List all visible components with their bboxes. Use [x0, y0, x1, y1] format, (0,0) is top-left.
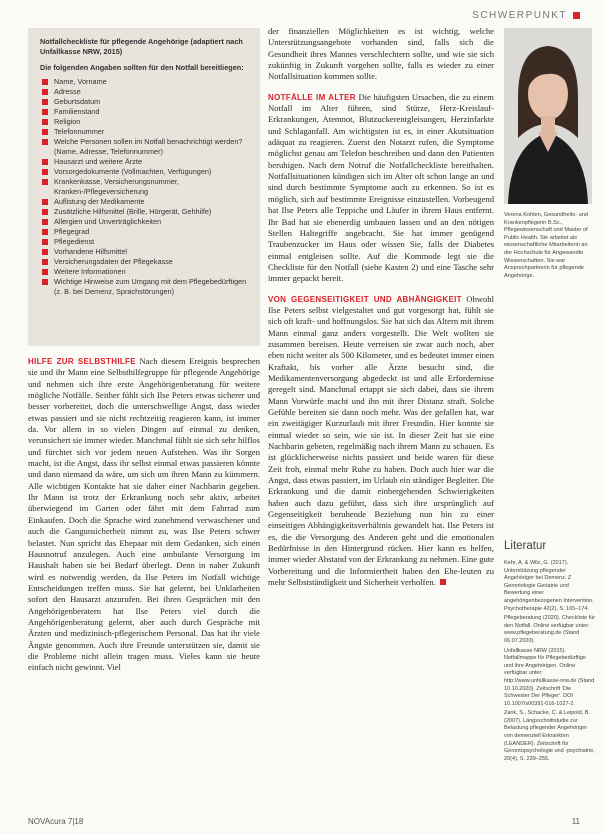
portrait-image — [504, 28, 592, 204]
checklist-item: Pflegedienst — [40, 237, 251, 247]
checklist-item: Allergien und Unverträglichkeiten — [40, 217, 251, 227]
checklist-item: Vorsorgedokumente (Vollmachten, Verfügungen) — [40, 167, 251, 177]
section-header — [472, 10, 580, 21]
literature-list — [504, 560, 596, 765]
left-column-text — [28, 356, 260, 674]
heading-selbsthilfe: HILFE ZUR SELBSTHILFE — [28, 357, 136, 366]
page-footer — [28, 817, 580, 826]
checklist-item: Vorhandene Hilfsmittel — [40, 247, 251, 257]
checklist-item: Versicherungsdaten der Pflegekasse — [40, 257, 251, 267]
checklist-list — [40, 77, 251, 297]
checklist-item: Hausarzt und weitere Ärzte — [40, 157, 251, 167]
checklist-item: Weitere Informationen — [40, 267, 251, 277]
checklist-item: Welche Personen sollen im Notfall benachrichtigt werden? (Name, Adresse, Telefonnummer) — [40, 137, 251, 157]
red-square-icon — [573, 12, 580, 19]
heading-gegenseitigkeit: VON GEGENSEITIGKEIT UND ABHÄNGIGKEIT — [268, 294, 462, 304]
checklist-item: Wichtige Hinweise zum Umgang mit dem Pflegebedürftigen (z. B. bei Demenz, Sprachstörungen) — [40, 277, 251, 297]
literature-entry: Pflegeberatung (2020). Checkliste für den Notfall. Online verfügbar unter: www.pflegeberatung.de (Stand 06.07.2020). — [504, 615, 596, 644]
checklist-box — [28, 28, 260, 346]
section-label: SCHWERPUNKT — [472, 10, 567, 21]
checklist-item: Pflegegrad — [40, 227, 251, 237]
checklist-item: Adresse — [40, 87, 251, 97]
literature-entry: Zank, S., Schacke, C. & Leipold, B. (2007). Längsschnittstudie zur Belastung pflegender Angehöriger von demenziell Erkrankten (LEANDER). Zeitschrift für Gerontopsychologie und -psychiatrie, 20(4), S. 239–255. — [504, 710, 595, 762]
literature-entry: Kehr, A. & Wilz, G. (2017). Unterstützung pflegender Angehöriger bei Demenz. Z Gerontologie Geriatrie und Bewertung einer angehörigenbezogenen Intervention. Psychotherapie 42(2), S. 165–174. — [504, 560, 594, 612]
footer-publication: NOVAcura 7|18 — [28, 817, 84, 826]
paragraph-intro: der finanziellen Möglichkeiten es ist wichtig, welche Unterstützungsangebote vorhanden sind, falls sich die Gesundheit ihres Mannes verschlechtern sollte, und wie sie sich zukünftig in Zukunft vorgehen sollte, falls es wieder zu einer Notfallsituation kommen sollte. — [268, 26, 494, 82]
checklist-item: Name, Vorname — [40, 77, 251, 87]
checklist-item: Krankenkasse, Versicherungsnummer, Kranken-/Pflegeversicherung — [40, 177, 251, 197]
checklist-title: Notfallcheckliste für pflegende Angehörige (adaptiert nach Unfallkasse NRW, 2015) — [40, 37, 243, 56]
paragraph-selbsthilfe: Nach diesem Ereignis besprechen sie und ihr Mann eine Selbsthilfegruppe für pflegende Angehörige und nehmen sich ihre erste Angehörigenberatung für weitere mögliche Notfälle. Seither fühlt sich Ilse Peters etwas sicherer und besser vorbereitet, doch die unterschwellige Angst, dass wieder etwas passiert und sie nicht rechtzeitig reagieren kann, ist immer da. Vor allem in so vielen Dingen auf einmal zu denken, verunsichert sie immer wieder. Manchmal fühlt sie sich sehr hilflos und fürchtet sich vor jedem neuen Aufstehen. Was ihr Sorgen macht, ist die Angst, dass ihr selbst einmal etwas passieren könnte und dann niemand da wäre, um sich um ihren Mann zu kümmern. Alle wichtigen Kontakte hat sie daher einer Nachbarin gegeben. Ihr Mann ist trotz der Erkrankung noch sehr aktiv, arbeitet überwiegend im Garten oder fährt mit dem Fahrrad zum Einkaufen. Doch die Sprache wird zunehmend verwaschener und auch die Gangunsicherheit nimmt zu, was Ilse Peters schwer belastet. Nun spricht das Ehepaar mit dem Gedanken, sich einen Hausnotruf anzulegen. Auch eine ambulante Versorgung im Haushalt haben sie bei Bedarf überlegt. Denn in naher Zukunft wird es notwendig werden, da Ilse Peters im Notfall wichtige Entscheidungen treffen muss. Sie hat gelernt, bei Unklarheiten sofort den Hausarzt anzurufen. Bei ihren Gesprächen mit den Angehörigenberatern hat Ilse Peters viel durch die Angehörigenberatung gelernt, aber auch durch Gespräche mit Ärzten und medizinisch-pflegerischem Personal. Das hat ihr viele Ängste genommen. Auch ihre Freunde unterstützen sie, damit sie die Probleme nicht allein tragen muss. Vieles kann sie heute einfach nicht gewinnt. Viel — [28, 356, 260, 673]
paragraph-gegenseitigkeit: Obwohl Ilse Peters selbst vielgestaltet und gut vorgesorgt hat, fühlt sie sich oft kraft- und hoffnungslos. Sie hat sich das Altern mit ihrem Mann einmal ganz anders vorgestellt. Die Welt wollten sie zusammen bereisen. Heute verreisen sie zwar auch noch, aber eben nicht weiter als 500 Kilometer, und es bedeutet immer einen Kraftakt, bis vorher alle Ärzte besucht sind, die Medikamentenversorgung abgedeckt ist und alle Erfordernisse geregelt sind. Manchmal ertappt sie sich dabei, dass sie ihrem Mann Vorwürfe macht und ihn mit ihrer Distanz straft. Solche Gefühle bereiten sie dann noch mehr. Was der gefallen hat, war ein zweitägiger Kurzurlaub mit ihrer Freundin. Hier konnte sie einmal wieder so sein, wie sie ist. In dieser Zeit hat sie eine Nachbarin gebeten, regelmäßig nach ihrem Mann zu schauen. Es ist glücklicherweise nichts passiert und beide waren für diese Zeit froh, einmal mehr Ruhe zu haben. Doch auch hier war die Angst, dass etwas passiert, im Urlaub ein ständiger Begleiter. Die Erkrankung und die damit einhergehenden Schwierigkeiten haben auch dazu geführt, dass sich ihre ursprünglich auf Gegenseitigkeit beruhende Beziehung nun hin zu einer einseitigen Abhängigkeitsverhältnis gewandelt hat. Ilse Peters ist es, die die Versorgung des Anderen geht und die emotionalen Bedürfnisse in den Hintergrund rücken. Hier kann es helfen, immer wieder Abstand von der Erkrankung zu nehmen. Eine gute Vorbereitung und die Informiertheit haben den Ehe-leuten zu mehr Selbstständigkeit und Sicherheit verholfen. — [268, 293, 494, 588]
checklist-item: Familienstand — [40, 107, 251, 117]
page-number: 11 — [571, 817, 580, 826]
literature-entry: Unfallkasse NRW (2015). Notfallmappe für Pflegebedürftige und ihre Angehörigen. Online verfügbar unter: http://www.unfallkasse-nrw.de (Stand 10.10.2020). Zeitschrift 'Die Schwester Der Pfleger'. DOI 10.1007/s00391-016-1027-2. — [504, 647, 595, 707]
middle-column-text — [268, 26, 494, 589]
checklist-item: Zusätzliche Hilfsmittel (Brille, Hörgerät, Gehhilfe) — [40, 207, 251, 217]
end-mark-icon — [440, 579, 446, 585]
checklist-item: Auflistung der Medikamente — [40, 197, 251, 207]
checklist-item: Telefonnummer — [40, 127, 251, 137]
author-caption: Verena Kohlen, Gesundheits- und Krankenpflegerin B.Sc., Pflegewissenschaft und Master of Public Health. Sie arbeitet als wissenschaftliche Mitarbeiterin an der Hochschule für Angewandte Wissenschaften. Sie war Ansprechpartnerin für pflegende Angehörige. — [504, 212, 588, 279]
checklist-intro: Die folgenden Angaben sollten für den Notfall bereitliegen: — [40, 63, 244, 72]
checklist-item: Geburtsdatum — [40, 97, 251, 107]
author-photo — [504, 28, 592, 204]
checklist-item: Religion — [40, 117, 251, 127]
literature-title: Literatur — [504, 540, 547, 552]
heading-notfaelle: NOTFÄLLE IM ALTER — [268, 92, 356, 102]
paragraph-notfaelle: Die häufigsten Ursachen, die zu einem Notfall im Alter führen, sind Stürze, Herz-Kreislauf-Erkrankungen, Atemnot, Blutzuckerentgleisungen, Herzinfarkte und Schlaganfall. Am wichtigsten ist es, in einer Akutsituation adäquat zu reagieren. Zuerst den Notarzt rufen, die Symptome möglichst genau am Telefon beschreiben und dann den Patienten beruhigen. Nach dem Notruf die Notfallcheckliste bereithalten. Notfallsituationen kündigen sich im Alter oft schon lange an und sind durch bestimmte Symptome auch zu erkennen. So ist es möglich, sich auf bestimmte Ereignisse einzustellen. Vorbeugend hat Ilse Peters alle Teppiche und Läufer in ihrem Haus entfernt. Ihr Bad hat sie ebenerdig umbauen lassen und an den nötigen Stellen Haltegriffe angebracht. Sie hat immer genügend Traubenzucker im Haus oder wissen Sie, falls der Diabetes einmal entgleisen sollte. Auf die Kommode legt sie die Checkliste für den Notfall (siehe Kasten 2) und eine Tasche sehr immer gepackt bereit. — [268, 91, 494, 284]
